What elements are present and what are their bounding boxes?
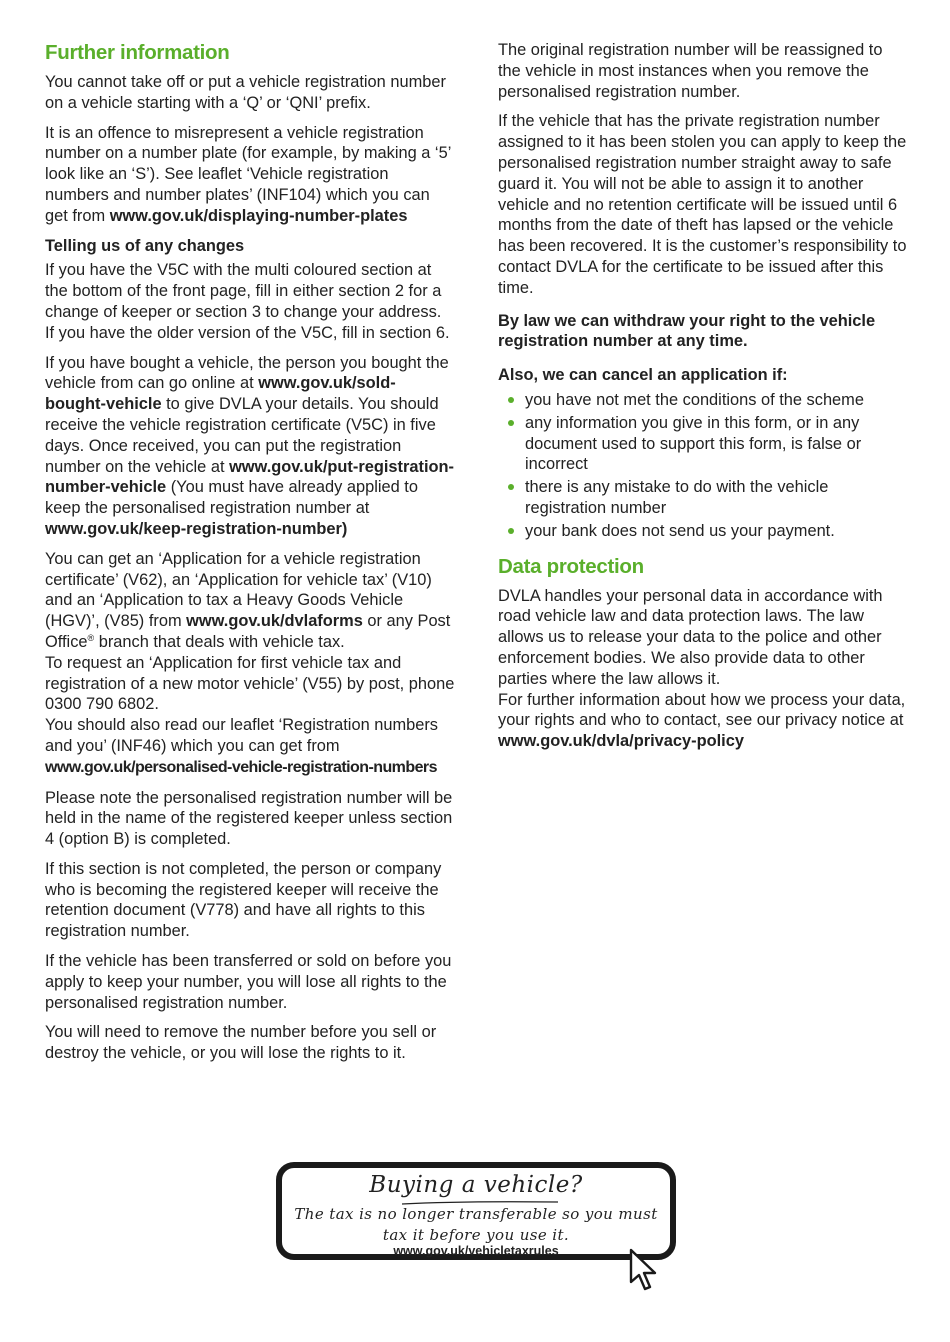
- link-privacy-policy[interactable]: www.gov.uk/dvla/privacy-policy: [498, 732, 744, 751]
- paragraph-withdraw-right: By law we can withdraw your right to the vehicle registration number at any time.: [498, 311, 876, 351]
- green-dot-icon: [508, 420, 514, 426]
- callout-title: Buying a vehicle?: [369, 1172, 583, 1198]
- paragraph-data-handling: DVLA handles your personal data in accordance with road vehicle law and data protection laws. The law allows us to release your data to the police and other enforcement bodies. We also provide data to other parties where the law allows it.: [498, 586, 883, 688]
- link-sold-bought-vehicle[interactable]: www.gov.uk/sold-bought-vehicle: [45, 374, 396, 414]
- list-item: any information you give in this form, or in any document used to support this form, is false or incorrect: [498, 413, 908, 475]
- right-column: [498, 40, 908, 752]
- link-put-registration-number[interactable]: www.gov.uk/put-registration-number-vehicle: [45, 457, 454, 497]
- link-keep-registration-number[interactable]: www.gov.uk/keep-registration-number): [45, 519, 348, 538]
- paragraph-section-not-completed: If this section is not completed, the person or company who is becoming the registered keeper will receive the retention document (V778) and have all rights to this registration number.: [45, 859, 442, 941]
- paragraph-registered-keeper: Please note the personalised registration number will be held in the name of the registered keeper unless section 4 (option B) is completed.: [45, 788, 453, 849]
- paragraph-application-forms: You can get an ‘Application for a vehicle registration certificate’ (V62), an ‘Application for vehicle tax’ (V10) and an ‘Application to tax a Heavy Goods Vehicle (HGV)’, (V85) from www.gov.uk/dvlaforms or any Post Office® branch that deals with vehicle tax.: [45, 549, 451, 651]
- paragraph-q-prefix: You cannot take off or put a vehicle registration number on a vehicle starting with a ‘Q’ or ‘QNI’ prefix.: [45, 73, 446, 112]
- list-item: you have not met the conditions of the scheme: [498, 390, 908, 411]
- buying-vehicle-callout: [276, 1162, 676, 1260]
- link-personalised-registration[interactable]: www.gov.uk/personalised-vehicle-registration-numbers: [45, 758, 437, 776]
- further-information-heading: Further information: [45, 41, 230, 64]
- paragraph-stolen-vehicle: If the vehicle that has the private registration number assigned to it has been stolen you can apply to keep the personalised registration number straight away to safe guard it. You will not be able to assign it to another vehicle and no retention certificate will be issued until 6 months from the date of theft has lapsed or the vehicle has been recovered. It is the customer’s responsibility to contact DVLA for the certificate to be issued after this time.: [498, 112, 907, 297]
- paragraph-privacy-notice: For further information about how we process your data, your rights and who to contact, see our privacy notice at www.gov.uk/dvla/privacy-policy: [498, 690, 906, 751]
- mouse-pointer-icon: [628, 1248, 658, 1294]
- link-displaying-number-plates[interactable]: www.gov.uk/displaying-number-plates: [109, 206, 408, 225]
- callout-text: The tax is no longer transferable so you must tax it before you use it.: [294, 1205, 658, 1244]
- paragraph-transferred-sold: If the vehicle has been transferred or sold on before you apply to keep your number, you will lose all rights to the personalised registration number.: [45, 952, 452, 1012]
- paragraph-original-number: The original registration number will be reassigned to the vehicle in most instances when you remove the personalised registration number.: [498, 41, 883, 101]
- telling-us-heading: Telling us of any changes: [45, 236, 245, 255]
- left-column: [45, 40, 455, 1073]
- paragraph-remove-number: You will need to remove the number before you sell or destroy the vehicle, or you will lose the rights to it.: [45, 1023, 437, 1063]
- paragraph-inf46: You should also read our leaflet ‘Registration numbers and you’ (INF46) which you can get from www.gov.uk/personalised-vehicle-registration-numbers: [45, 716, 439, 776]
- list-item: there is any mistake to do with the vehicle registration number: [498, 477, 908, 519]
- link-dvlaforms[interactable]: www.gov.uk/dvlaforms: [186, 612, 363, 631]
- cancel-reasons-list: [498, 390, 908, 542]
- list-item: your bank does not send us your payment.: [498, 521, 908, 542]
- paragraph-bought-vehicle: If you have bought a vehicle, the person you bought the vehicle from can go online at www.gov.uk/sold-bought-vehicle to give DVLA your details. You should receive the vehicle registration certificate (V5C) in five days. Once received, you can put the registration number on the vehicle at www.gov.uk/put-registration-number-vehicle (You must have already applied to keep the personalised registration number at www.gov.uk/keep-registration-number): [45, 353, 454, 538]
- green-dot-icon: [508, 528, 514, 534]
- data-protection-heading: Data protection: [498, 554, 644, 578]
- cancel-application-heading: Also, we can cancel an application if:: [498, 366, 788, 385]
- green-dot-icon: [508, 397, 514, 403]
- paragraph-v5c-sections: If you have the V5C with the multi coloured section at the bottom of the front page, fill in either section 2 for a change of keeper or section 3 to change your address. If you have the older version of the V5C, fill in section 6.: [45, 261, 450, 342]
- green-dot-icon: [508, 484, 514, 490]
- paragraph-v55-request: To request an ‘Application for first vehicle tax and registration of a new motor vehicle’ (V55) by post, phone 0300 790 6802.: [45, 653, 455, 714]
- link-vehicletaxrules[interactable]: www.gov.uk/vehicletaxrules: [393, 1244, 559, 1258]
- paragraph-misrepresent: It is an offence to misrepresent a vehicle registration number on a number plate (for example, by making a ‘5’ look like an ‘S’). See leaflet ‘Vehicle registration numbers and number plates’ (INF104) which you can get from www.gov.uk/displaying-number-plates: [45, 123, 451, 225]
- registered-mark: ®: [87, 632, 95, 643]
